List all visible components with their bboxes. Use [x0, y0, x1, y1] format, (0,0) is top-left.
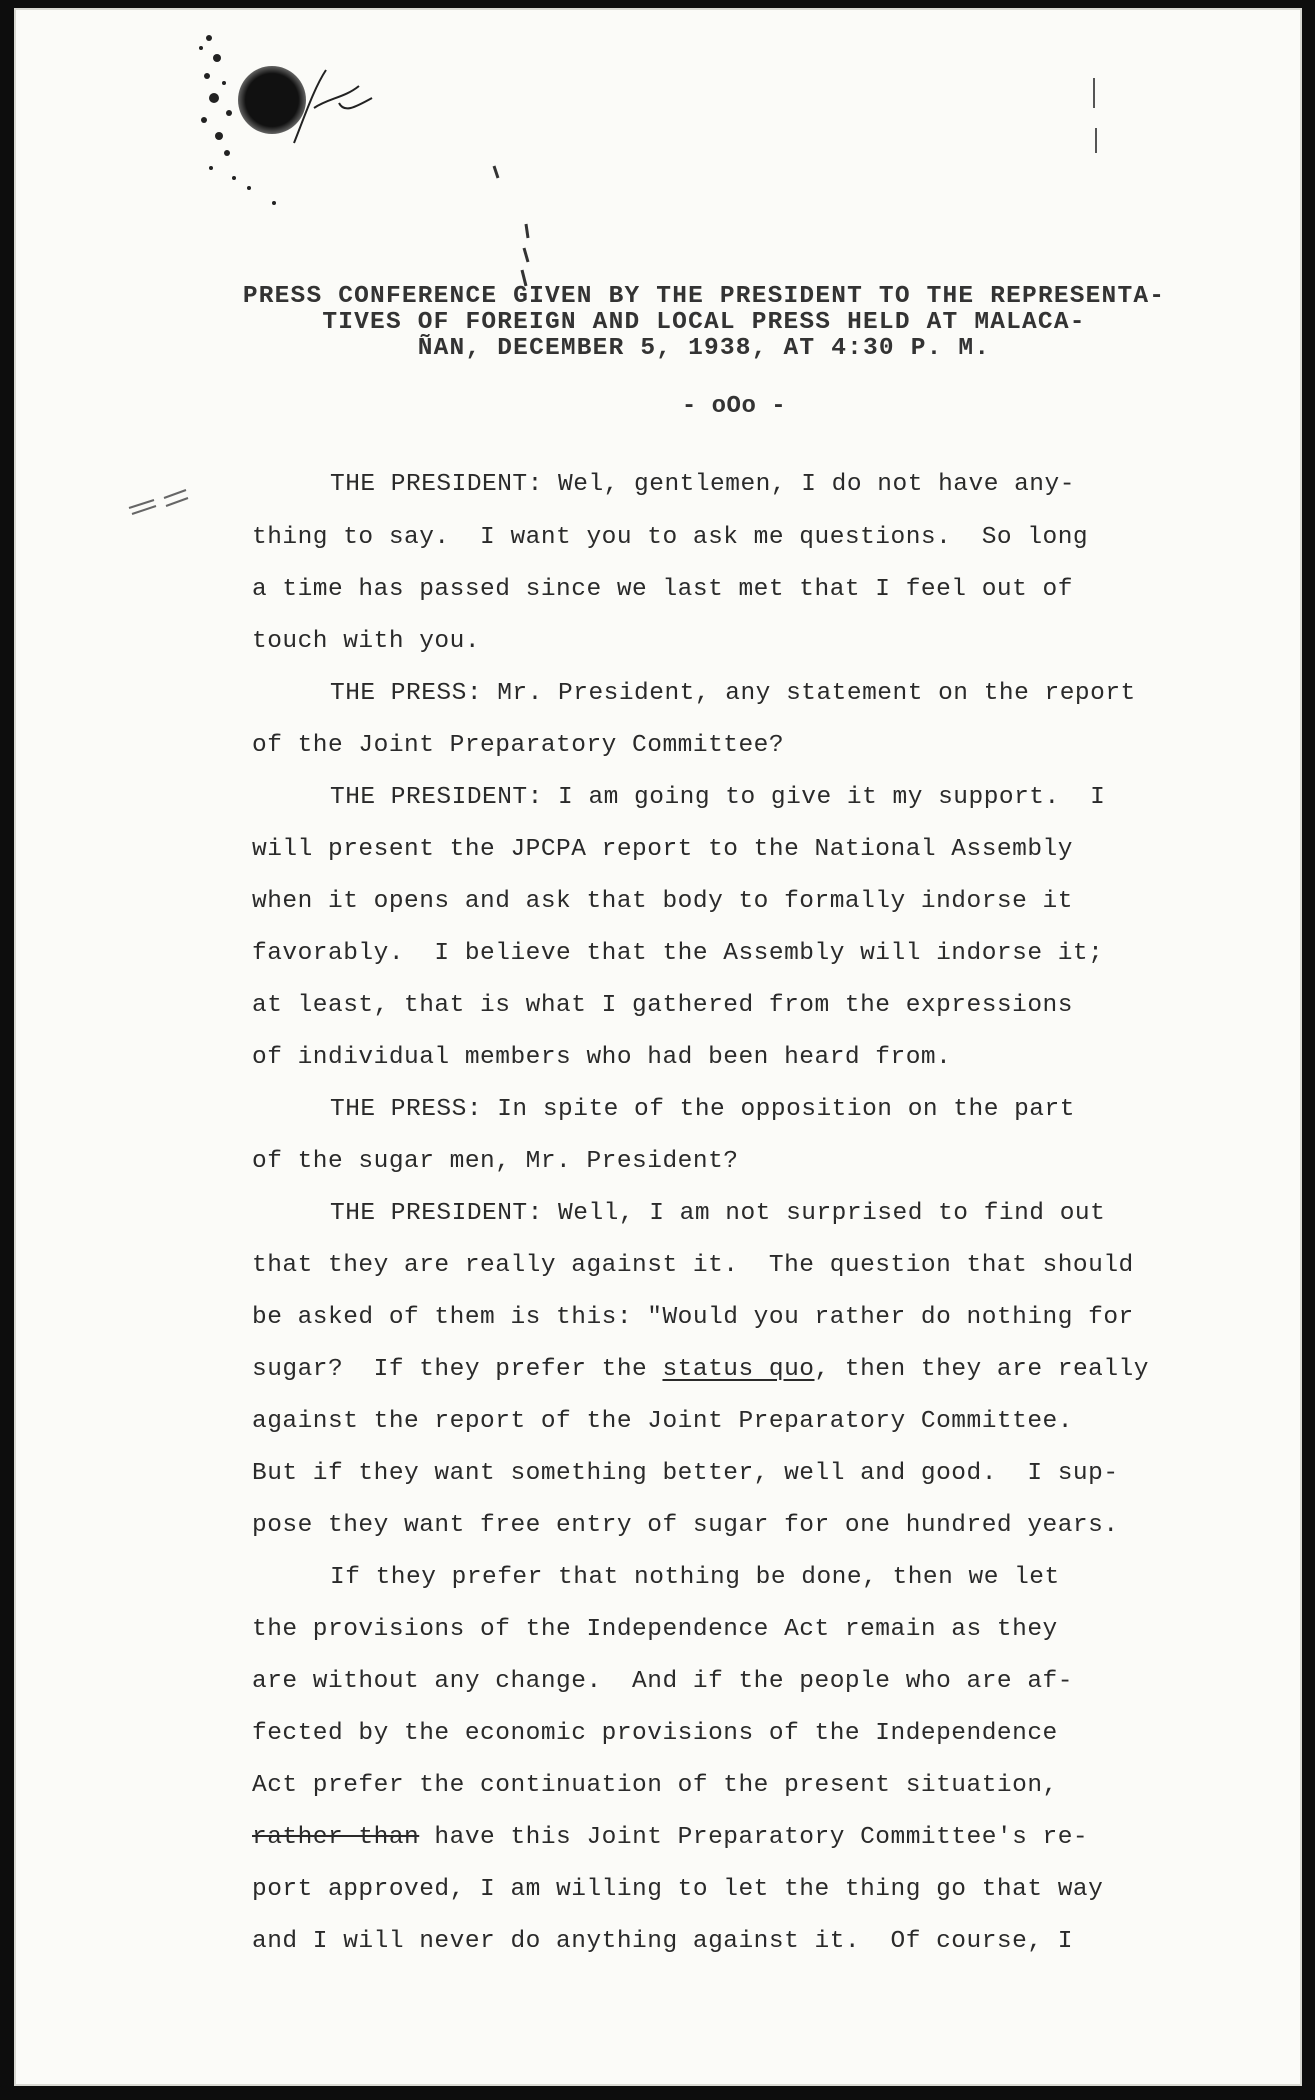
- body-line: of the sugar men, Mr. President?: [252, 1148, 739, 1175]
- body-line: that they are really against it. The question that should: [252, 1252, 1134, 1279]
- body-line: of individual members who had been heard from.: [252, 1044, 952, 1071]
- body-line: THE PRESIDENT: I am going to give it my support. I: [330, 784, 1106, 811]
- body-line: port approved, I am willing to let the thing go that way: [252, 1876, 1104, 1903]
- body-line: favorably. I believe that the Assembly will indorse it;: [252, 940, 1104, 967]
- body-line: But if they want something better, well and good. I sup-: [252, 1460, 1119, 1487]
- body-line-with-emphasis: [252, 1355, 1149, 1385]
- body-line: are without any change. And if the people who are af-: [252, 1668, 1073, 1695]
- body-line-with-strikeout: [252, 1823, 1088, 1853]
- body-line: against the report of the Joint Preparatory Committee.: [252, 1408, 1073, 1435]
- body-line: fected by the economic provisions of the Independence: [252, 1720, 1058, 1747]
- body-line: THE PRESIDENT: Wel, gentlemen, I do not have any-: [330, 471, 1075, 498]
- body-line: Act prefer the continuation of the present situation,: [252, 1772, 1058, 1799]
- margin-pencil-mark: [124, 478, 194, 518]
- body-line: a time has passed since we last met that I feel out of: [252, 576, 1073, 603]
- line-segment: have this Joint Preparatory Committee's re-: [419, 1824, 1089, 1851]
- body-line: will present the JPCPA report to the National Assembly: [252, 836, 1073, 863]
- document-page: [14, 8, 1302, 2086]
- line-segment: sugar? If they prefer the: [252, 1356, 663, 1383]
- margin-tick-marks: [484, 158, 544, 298]
- right-edge-marks: [1074, 68, 1114, 168]
- heading-separator: - oOo -: [681, 393, 787, 420]
- body-line: at least, that is what I gathered from the expressions: [252, 992, 1073, 1019]
- body-line: thing to say. I want you to ask me questions. So long: [252, 524, 1089, 551]
- handwritten-initials-mark: [284, 58, 379, 153]
- body-line: and I will never do anything against it. Of course, I: [252, 1928, 1073, 1955]
- body-line: If they prefer that nothing be done, then we let: [330, 1564, 1060, 1591]
- struck-phrase: rather than: [252, 1824, 420, 1851]
- body-line: THE PRESS: In spite of the opposition on the part: [330, 1096, 1075, 1123]
- heading-line: PRESS CONFERENCE GIVEN BY THE PRESIDENT TO THE REPRESENTA-: [242, 283, 1166, 310]
- body-line: the provisions of the Independence Act remain as they: [252, 1616, 1058, 1643]
- heading-line: ÑAN, DECEMBER 5, 1938, AT 4:30 P. M.: [417, 335, 991, 362]
- document-heading: [214, 284, 1194, 362]
- body-line: be asked of them is this: "Would you rather do nothing for: [252, 1304, 1134, 1331]
- body-line: when it opens and ask that body to formally indorse it: [252, 888, 1073, 915]
- line-segment: , then they are really: [814, 1356, 1149, 1383]
- underlined-phrase: status quo: [662, 1356, 815, 1383]
- body-line: THE PRESIDENT: Well, I am not surprised to find out: [330, 1200, 1106, 1227]
- heading-line: TIVES OF FOREIGN AND LOCAL PRESS HELD AT MALACA-: [322, 309, 1086, 336]
- body-line: touch with you.: [252, 628, 481, 655]
- body-line: pose they want free entry of sugar for one hundred years.: [252, 1512, 1119, 1539]
- body-line: of the Joint Preparatory Committee?: [252, 732, 785, 759]
- body-line: THE PRESS: Mr. President, any statement on the report: [330, 680, 1136, 707]
